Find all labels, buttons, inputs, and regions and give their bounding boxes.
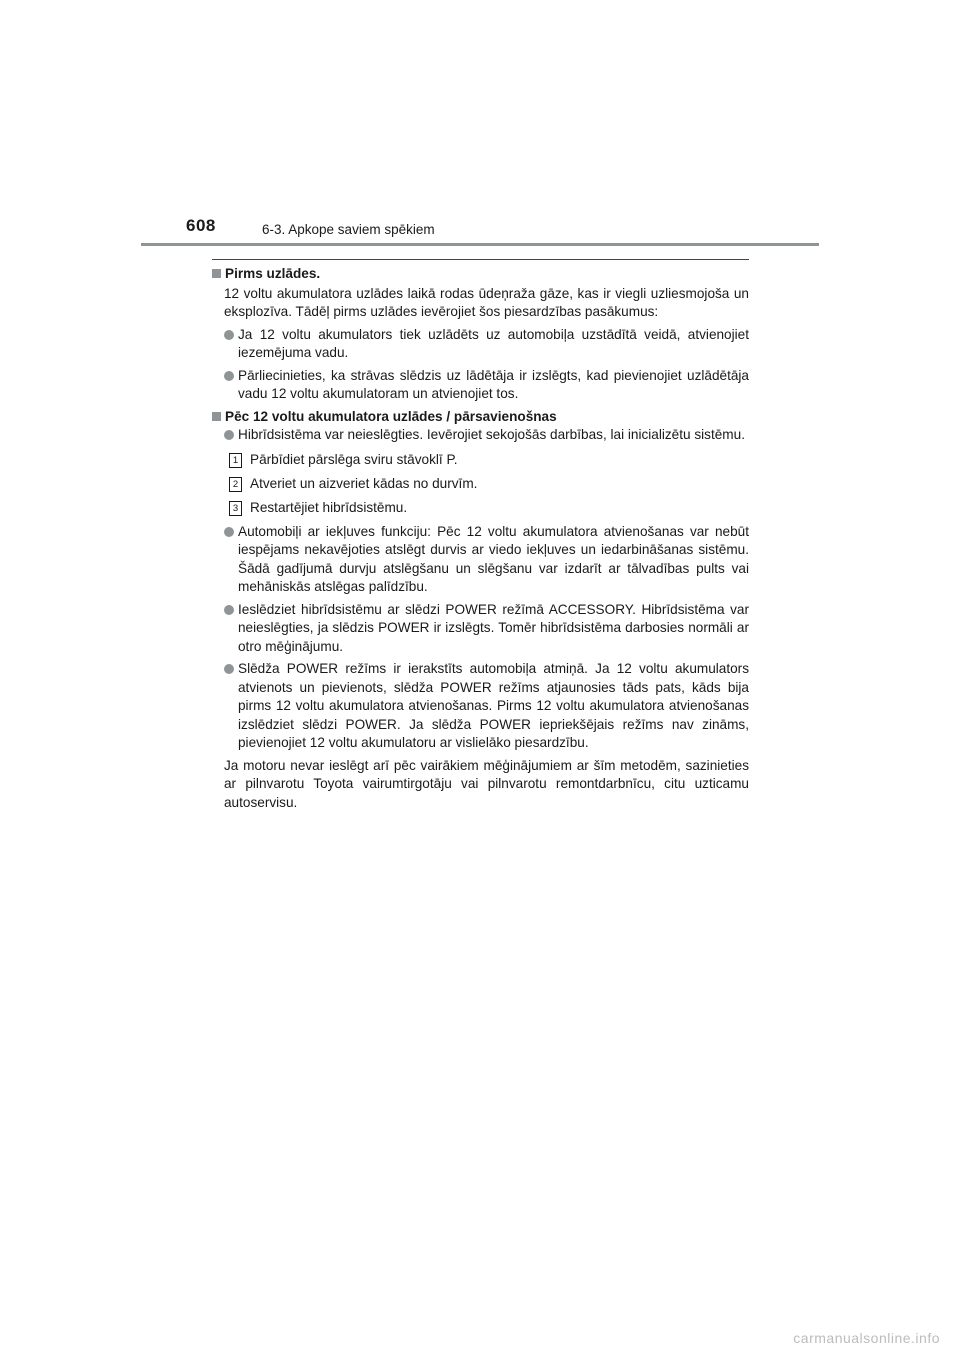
round-bullet-icon — [224, 330, 234, 340]
bullet-item — [212, 660, 749, 753]
step-text: Pārbīdiet pārslēga sviru stāvoklī P. — [250, 451, 458, 467]
header-rule — [141, 243, 819, 246]
heading-text: Pēc 12 voltu akumulatora uzlādes / pārsavienošnas — [225, 408, 557, 424]
step-item — [212, 475, 749, 493]
bullet-text: Ja 12 voltu akumulators tiek uzlādēts uz automobiļa uzstādītā veidā, atvienojiet iezemējuma vadu. — [238, 326, 749, 360]
section-title: 6-3. Apkope saviem spēkiem — [262, 222, 435, 237]
bullet-item — [212, 367, 749, 404]
step-item — [212, 451, 749, 469]
step-item — [212, 499, 749, 517]
round-bullet-icon — [224, 430, 234, 440]
step-number-box: 3 — [229, 501, 242, 516]
bullet-text: Ieslēdziet hibrīdsistēmu ar slēdzi POWER režīmā ACCESSORY. Hibrīdsistēma var neieslēgties, ja slēdzis POWER ir izslēgts. Tomēr hibrīdsistēma darbosies normāli ar otro mēģinājumu. — [238, 601, 749, 654]
round-bullet-icon — [224, 664, 234, 674]
step-number-box: 1 — [229, 453, 242, 468]
step-number-box: 2 — [229, 477, 242, 492]
round-bullet-icon — [224, 371, 234, 381]
bullet-item — [212, 601, 749, 657]
heading-text: Pirms uzlādes. — [225, 266, 321, 281]
round-bullet-icon — [224, 605, 234, 615]
bullet-text: Automobiļi ar iekļuves funkciju: Pēc 12 voltu akumulatora atvienošanas var nebūt iespējams nekavējoties atslēgt durvis ar viedo iekļuves un iedarbināšanas sistēmu. Šādā gadījumā durvju atslēgšanu un slēgšanu var izdarīt ar tālvadības pults vai mehāniskās atslēgas palīdzību. — [238, 523, 749, 594]
section-heading-before-charging — [212, 265, 749, 284]
content-rule — [212, 259, 749, 260]
page-content — [212, 265, 749, 816]
bullet-item — [212, 426, 749, 445]
square-bullet-icon — [212, 269, 221, 278]
watermark: carmanualsonline.info — [793, 1330, 940, 1346]
section-heading-after-charging — [212, 408, 749, 427]
round-bullet-icon — [224, 527, 234, 537]
bullet-text: Pārliecinieties, ka strāvas slēdzis uz lādētāja ir izslēgts, kad pievienojiet uzlādētāja vadu 12 voltu akumulatoram un atvienojiet tos. — [238, 367, 749, 401]
step-text: Restartējiet hibrīdsistēmu. — [250, 499, 408, 515]
step-text: Atveriet un aizveriet kādas no durvīm. — [250, 475, 478, 491]
page-number: 608 — [186, 216, 216, 235]
intro-paragraph: 12 voltu akumulatora uzlādes laikā rodas ūdeņraža gāze, kas ir viegli uzliesmojoša un eksplozīva. Tādēļ pirms uzlādes ievērojiet šos piesardzības pasākumus: — [224, 285, 749, 319]
bullet-item — [212, 326, 749, 363]
bullet-item — [212, 523, 749, 597]
closing-paragraph: Ja motoru nevar ieslēgt arī pēc vairākiem mēģinājumiem ar šīm metodēm, sazinieties ar pilnvarotu Toyota vairumtirgotāju vai pilnvarotu remontdarbnīcu, citu uzticamu autoservisu. — [224, 757, 749, 810]
bullet-text: Hibrīdsistēma var neieslēgties. Ievērojiet sekojošās darbības, lai inicializētu sistēmu. — [238, 427, 745, 442]
bullet-text: Slēdža POWER režīms ir ierakstīts automobiļa atmiņā. Ja 12 voltu akumulators atvienots un pievienots, slēdža POWER režīms atjaunosies tāds pats, kāds bija pirms 12 voltu akumulatora atvienošanas. Pirms 12 voltu akumulatora atvienošanas izslēdziet slēdzi POWER. Ja slēdža POWER iepriekšējais režīms nav zināms, pievienojiet 12 voltu akumulatoru ar vislielāko piesardzību. — [238, 661, 749, 750]
square-bullet-icon — [212, 412, 221, 421]
